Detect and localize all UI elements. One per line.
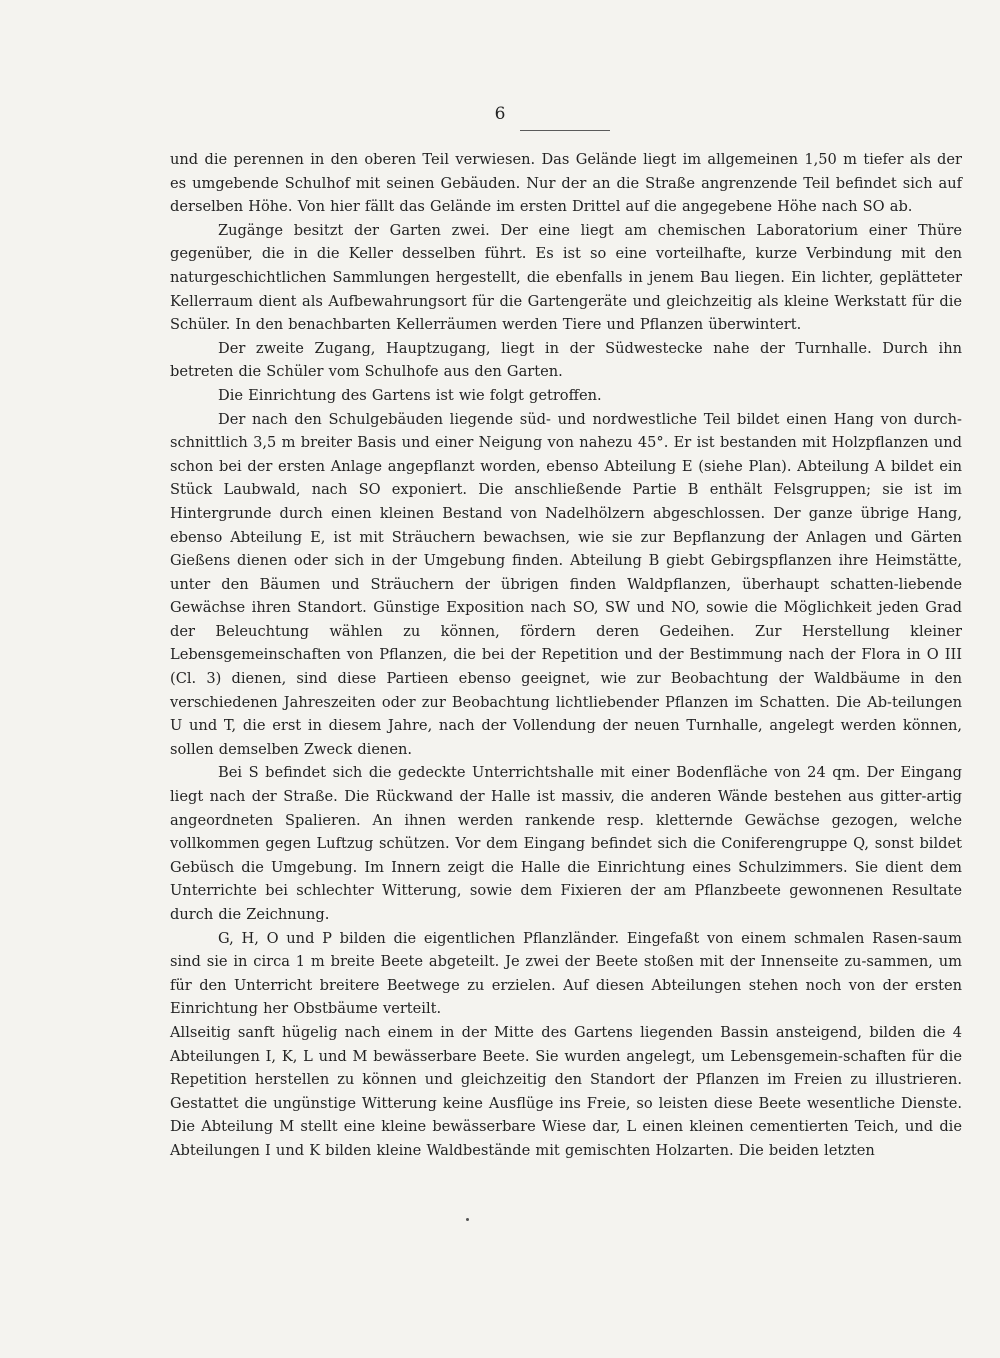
paragraph-slope: Der nach den Schulgebäuden liegende süd- und nordwestliche Teil bildet einen Hang von durch-schnittlich 3,5 m breiter Basis und einer Neigung von nahezu 45°. Er ist bestanden mit Holzpflanzen und schon bei der ersten Anlage angepflanzt worden, ebenso Abteilung E (siehe Plan). Abteilung A bildet ein Stück Laubwald, nach SO exponiert. Die anschließende Partie B enthält Felsgruppen; sie ist im Hintergrunde durch einen kleinen Bestand von Nadelhölzern abgeschlossen. Der ganze übrige Hang, ebenso Abteilung E, ist mit Sträuchern bewachsen, wie sie zur Bepflanzung der Anlagen und Gärten Gießens dienen oder sich in der Umgebung finden. Abteilung B giebt Gebirgspflanzen ihre Heimstätte, unter den Bäumen und Sträuchern der übrigen finden Waldpflanzen, überhaupt schatten-liebende Gewächse ihren Standort. Günstige Exposition nach SO, SW und NO, sowie die Möglichkeit jeden Grad der Beleuchtung wählen zu können, fördern deren Gedeihen. Zur Herstellung kleiner Lebensgemeinschaften von Pflanzen, die bei der Repetition und der Bestimmung nach der Flora in O III (Cl. 3) dienen, sind diese Partieen ebenso geeignet, wie zur Beobachtung der Waldbäume in den verschiedenen Jahreszeiten oder zur Beobachtung lichtliebender Pflanzen im Schatten. Die Ab-teilungen U und T, die erst in diesem Jahre, nach der Vollendung der neuen Turnhalle, angelegt werden können, sollen demselben Zweck dienen. [170, 410, 962, 758]
paragraph-second-entrance: Der zweite Zugang, Hauptzugang, liegt in der Südwestecke nahe der Turnhalle. Durch ihn betreten die Schüler vom Schulhofe aus den Garten. [170, 339, 962, 381]
paragraph-planting-beds: G, H, O und P bilden die eigentlichen Pflanzländer. Eingefaßt von einem schmalen Rasen-saum sind sie in circa 1 m breite Beete abgeteilt. Je zwei der Beete stoßen mit der Innenseite zu-sammen, um für den Unterricht breitere Beetwege zu erzielen. Auf diesen Abteilungen stehen noch von der ersten Einrichtung her Obstbäume verteilt. [170, 929, 962, 1018]
paragraph-layout-intro: Die Einrichtung des Gartens ist wie folgt getroffen. [218, 386, 602, 404]
page-number-rule [520, 130, 610, 131]
paragraph-continuation: und die perennen in den oberen Teil verwiesen. Das Gelände liegt im allgemeinen 1,50 m tiefer als der es umgebende Schulhof mit seinen Gebäuden. Nur der an die Straße angrenzende Teil befindet sich auf derselben Höhe. Von hier fällt das Gelände im ersten Drittel auf die angegebene Höhe nach SO ab. [170, 151, 962, 216]
paragraph-irrigated-beds: Allseitig sanft hügelig nach einem in der Mitte des Gartens liegenden Bassin ansteigend, bilden die 4 Abteilungen I, K, L und M bewässerbare Beete. Sie wurden angelegt, um Lebensgemein-schaften für die Repetition herstellen zu können und gleichzeitig den Standort der Pflanzen im Freien zu illustrieren. Gestattet die ungünstige Witterung keine Ausflüge ins Freie, so leisten diese Beete wesentliche Dienste. Die Abteilung M stellt eine kleine bewässerbare Wiese dar, L einen kleinen cementierten Teich, und die Abteilungen I und K bilden kleine Waldbestände mit gemischten Holzarten. Die beiden letzten [170, 1023, 962, 1159]
scan-speck [466, 1218, 469, 1221]
paragraph-teaching-hall: Bei S befindet sich die gedeckte Unterrichtshalle mit einer Bodenfläche von 24 qm. Der Eingang liegt nach der Straße. Die Rückwand der Halle ist massiv, die anderen Wände bestehen aus gitter-artig angeordneten Spalieren. An ihnen werden rankende resp. kletternde Gewächse gezogen, welche vollkommen gegen Luftzug schützen. Vor dem Eingang befindet sich die Coniferengruppe Q, sonst bildet Gebüsch die Umgebung. Im Innern zeigt die Halle die Einrichtung eines Schulzimmers. Sie dient dem Unterrichte bei schlechter Witterung, sowie dem Fixieren der am Pflanzbeete gewonnenen Resultate durch die Zeichnung. [170, 764, 962, 923]
paragraph-entrances: Zugänge besitzt der Garten zwei. Der eine liegt am chemischen Laboratorium einer Thüre gegenüber, die in die Keller desselben führt. Es ist so eine vorteilhafte, kurze Verbindung mit den naturgeschichtlichen Sammlungen hergestellt, die ebenfalls in jenem Bau liegen. Ein lichter, geplätteter Kellerraum dient als Aufbewahrungsort für die Gartengeräte und gleichzeitig als kleine Werkstatt für die Schüler. In den benachbarten Kellerräumen werden Tiere und Pflanzen überwintert. [170, 221, 962, 334]
body-text [170, 148, 962, 1163]
page-number: 6 [494, 104, 506, 124]
